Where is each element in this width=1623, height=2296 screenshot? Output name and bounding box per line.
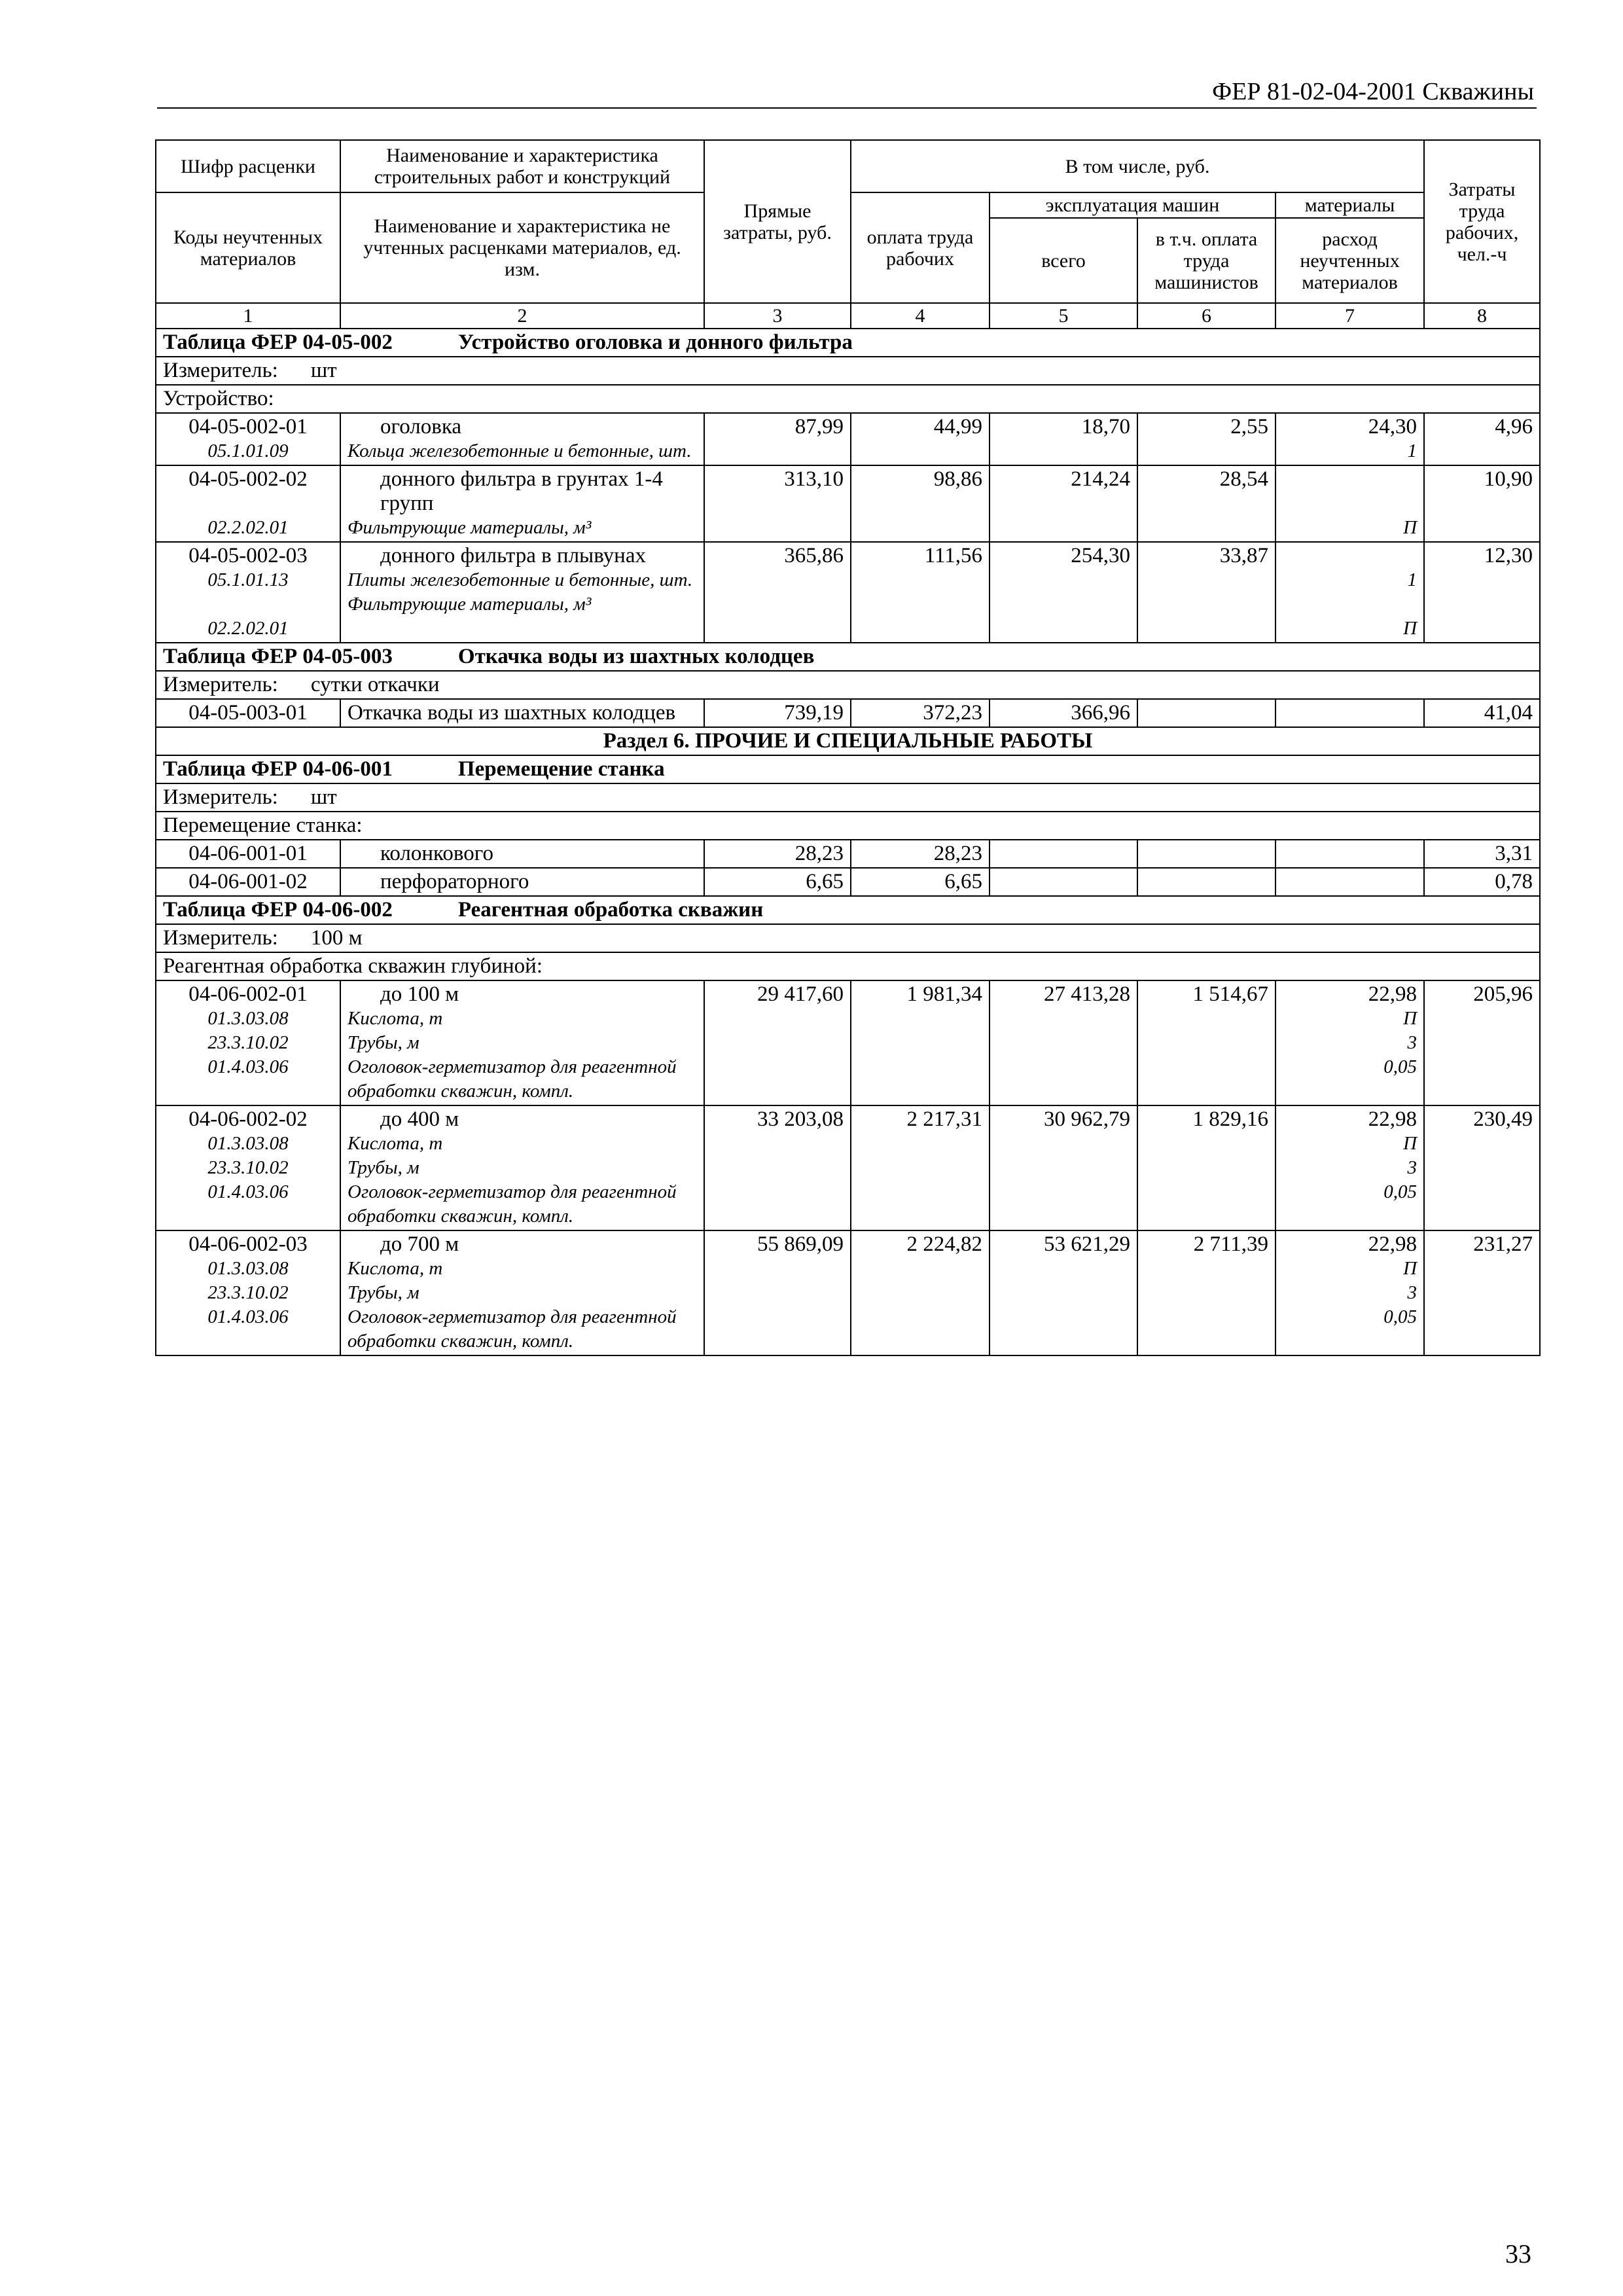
measure-row [156, 783, 1540, 812]
labor-hours: 10,90 [1424, 465, 1540, 542]
rate-code: 04-05-002-01 [188, 415, 308, 439]
measure-value: шт [310, 359, 337, 382]
labor-hours: 12,30 [1424, 542, 1540, 643]
material-code: 23.3.10.02 [207, 1032, 289, 1053]
work-name: оголовка [380, 415, 462, 439]
material-name: Оголовок-герметизатор для реагентной обработки скважин, компл. [348, 1056, 677, 1102]
section-title: Раздел 6. ПРОЧИЕ И СПЕЦИАЛЬНЫЕ РАБОТЫ [156, 727, 1540, 755]
material-qty: 1 [1407, 569, 1418, 590]
table-code: Таблица ФЕР 04-05-002 [163, 331, 393, 354]
direct-cost: 28,23 [704, 840, 851, 868]
work-name: до 700 м [380, 1232, 459, 1256]
table-title-row [156, 755, 1540, 783]
work-name: донного фильтра в плывунах [380, 544, 646, 567]
material-qty: 3 [1407, 1157, 1418, 1178]
direct-cost: 29 417,60 [704, 980, 851, 1105]
col-header-work-name: Наименование и характеристика строительных работ и конструкций [340, 140, 704, 192]
material-name: Трубы, м [348, 1157, 419, 1178]
direct-cost: 55 869,09 [704, 1230, 851, 1355]
labor-hours: 0,78 [1424, 868, 1540, 896]
work-name: до 100 м [380, 982, 459, 1006]
material-code: 01.4.03.06 [207, 1056, 289, 1077]
direct-cost: 739,19 [704, 699, 851, 727]
measure-label: Измеритель: [163, 785, 278, 809]
rates-table [155, 139, 1541, 1356]
col-header-machines-total: всего [990, 218, 1137, 303]
table-title: Перемещение станка [457, 757, 665, 781]
materials-cost: 22,98 [1368, 982, 1418, 1006]
group-label: Перемещение станка: [156, 812, 1540, 840]
material-qty: 0,05 [1383, 1181, 1418, 1202]
work-name: Откачка воды из шахтных колодцев [340, 699, 704, 727]
material-code: 01.4.03.06 [207, 1306, 289, 1327]
material-code: 01.4.03.06 [207, 1181, 289, 1202]
group-row [156, 812, 1540, 840]
measure-label: Измеритель: [163, 359, 278, 382]
document-header [157, 73, 1537, 109]
measure-row [156, 671, 1540, 699]
worker-pay: 111,56 [851, 542, 990, 643]
rate-code: 04-05-002-03 [188, 544, 308, 567]
rate-code: 04-06-001-01 [156, 840, 340, 868]
material-code: 02.2.02.01 [207, 618, 289, 639]
direct-cost: 87,99 [704, 413, 851, 465]
table-row [156, 868, 1540, 896]
measure-row [156, 357, 1540, 385]
rate-code: 04-05-002-02 [188, 467, 308, 491]
direct-cost: 33 203,08 [704, 1105, 851, 1230]
labor-hours: 3,31 [1424, 840, 1540, 868]
table-code: Таблица ФЕР 04-05-003 [163, 645, 393, 668]
machines-total: 254,30 [990, 542, 1137, 643]
col-header-including: В том числе, руб. [851, 140, 1424, 192]
col-header-rate-code: Шифр расценки [156, 140, 340, 192]
measure-value: 100 м [310, 926, 363, 950]
worker-pay: 98,86 [851, 465, 990, 542]
labor-hours: 41,04 [1424, 699, 1540, 727]
material-name: Кислота, т [348, 1133, 443, 1154]
machinist-pay: 2 711,39 [1137, 1230, 1275, 1355]
direct-cost: 365,86 [704, 542, 851, 643]
machines-total: 214,24 [990, 465, 1137, 542]
measure-row [156, 924, 1540, 952]
table-title-row [156, 896, 1540, 924]
table-code: Таблица ФЕР 04-06-002 [163, 898, 393, 922]
group-label: Реагентная обработка скважин глубиной: [156, 952, 1540, 980]
table-title-row [156, 329, 1540, 357]
machinist-pay: 33,87 [1137, 542, 1275, 643]
col-header-material-names: Наименование и характеристика не учтенных расценками материалов, ед. изм. [340, 192, 704, 303]
table-row [156, 1105, 1540, 1230]
machines-total: 53 621,29 [990, 1230, 1137, 1355]
worker-pay: 1 981,34 [851, 980, 990, 1105]
machines-total: 27 413,28 [990, 980, 1137, 1105]
table-title-row [156, 643, 1540, 671]
labor-hours: 230,49 [1424, 1105, 1540, 1230]
work-name: до 400 м [380, 1107, 459, 1131]
table-title: Реагентная обработка скважин [457, 898, 764, 922]
material-qty: 1 [1407, 440, 1418, 461]
group-row [156, 385, 1540, 413]
material-name: Оголовок-герметизатор для реагентной обработки скважин, компл. [348, 1306, 677, 1352]
col-header-direct-costs: Прямые затраты, руб. [704, 140, 851, 303]
labor-hours: 231,27 [1424, 1230, 1540, 1355]
material-qty: П [1403, 1133, 1418, 1154]
table-title: Откачка воды из шахтных колодцев [457, 645, 815, 668]
measure-label: Измеритель: [163, 673, 278, 696]
rate-code: 04-06-002-02 [188, 1107, 308, 1131]
col-header-materials: материалы [1275, 192, 1424, 218]
table-row [156, 980, 1540, 1105]
material-qty: П [1403, 1258, 1418, 1279]
table-row [156, 840, 1540, 868]
machinist-pay: 28,54 [1137, 465, 1275, 542]
direct-cost: 313,10 [704, 465, 851, 542]
machinist-pay: 1 514,67 [1137, 980, 1275, 1105]
material-code: 05.1.01.13 [207, 569, 289, 590]
material-code: 23.3.10.02 [207, 1157, 289, 1178]
machines-total: 18,70 [990, 413, 1137, 465]
col-header-labor-hours: Затраты труда рабочих, чел.-ч [1424, 140, 1540, 303]
material-name: Плиты железобетонные и бетонные, шт. [348, 569, 693, 590]
material-qty: 0,05 [1383, 1056, 1418, 1077]
material-code: 01.3.03.08 [207, 1008, 289, 1029]
table-row [156, 413, 1540, 465]
measure-value: сутки откачки [310, 673, 440, 696]
material-code: 01.3.03.08 [207, 1258, 289, 1279]
material-name: Кольца железобетонные и бетонные, шт. [348, 440, 692, 461]
table-row [156, 465, 1540, 542]
worker-pay: 2 217,31 [851, 1105, 990, 1230]
material-name: Трубы, м [348, 1282, 419, 1303]
rate-code: 04-06-001-02 [156, 868, 340, 896]
machines-total: 30 962,79 [990, 1105, 1137, 1230]
col-header-machines: эксплуатация машин [990, 192, 1275, 218]
rate-code: 04-05-003-01 [156, 699, 340, 727]
material-code: 05.1.01.09 [207, 440, 289, 461]
worker-pay: 372,23 [851, 699, 990, 727]
material-qty: П [1403, 618, 1418, 639]
worker-pay: 2 224,82 [851, 1230, 990, 1355]
table-title: Устройство оголовка и донного фильтра [457, 331, 853, 354]
worker-pay: 44,99 [851, 413, 990, 465]
material-qty: 3 [1407, 1282, 1418, 1303]
materials-cost: 22,98 [1368, 1232, 1418, 1256]
material-name: Фильтрующие материалы, м³ [348, 594, 592, 615]
column-numbers-row: 1 2 3 4 5 6 7 8 [156, 303, 1540, 329]
document-title: ФЕР 81-02-04-2001 Скважины [1212, 78, 1534, 105]
material-name: Кислота, т [348, 1008, 443, 1029]
direct-cost: 6,65 [704, 868, 851, 896]
col-header-unaccounted-materials: расход неучтенных материалов [1275, 218, 1424, 303]
work-name: перфораторного [380, 870, 529, 893]
machinist-pay: 2,55 [1137, 413, 1275, 465]
material-name: Кислота, т [348, 1258, 443, 1279]
table-row [156, 699, 1540, 727]
machinist-pay: 1 829,16 [1137, 1105, 1275, 1230]
materials-cost: 22,98 [1368, 1107, 1418, 1131]
table-row [156, 542, 1540, 643]
work-name: колонкового [380, 842, 493, 865]
labor-hours: 205,96 [1424, 980, 1540, 1105]
material-qty: П [1403, 517, 1418, 538]
rate-code: 04-06-002-01 [188, 982, 308, 1006]
col-header-material-codes: Коды неучтенных материалов [156, 192, 340, 303]
col-header-machinist-pay: в т.ч. оплата труда машинистов [1137, 218, 1275, 303]
group-label: Устройство: [156, 385, 1540, 413]
material-name: Оголовок-герметизатор для реагентной обработки скважин, компл. [348, 1181, 677, 1227]
col-header-worker-pay: оплата труда рабочих [851, 192, 990, 303]
rate-code: 04-06-002-03 [188, 1232, 308, 1256]
table-row [156, 1230, 1540, 1355]
group-row [156, 952, 1540, 980]
material-qty: П [1403, 1008, 1418, 1029]
material-qty: 3 [1407, 1032, 1418, 1053]
material-name: Фильтрующие материалы, м³ [348, 517, 592, 538]
material-code: 23.3.10.02 [207, 1282, 289, 1303]
work-name: донного фильтра в грунтах 1-4 групп [380, 467, 663, 515]
material-name: Трубы, м [348, 1032, 419, 1053]
table-code: Таблица ФЕР 04-06-001 [163, 757, 393, 781]
worker-pay: 28,23 [851, 840, 990, 868]
material-code: 01.3.03.08 [207, 1133, 289, 1154]
material-qty: 0,05 [1383, 1306, 1418, 1327]
page-number: 33 [1505, 2239, 1531, 2269]
materials-cost: 24,30 [1368, 415, 1418, 439]
measure-label: Измеритель: [163, 926, 278, 950]
material-code: 02.2.02.01 [207, 517, 289, 538]
machines-total: 366,96 [990, 699, 1137, 727]
measure-value: шт [310, 785, 337, 809]
section-row [156, 727, 1540, 755]
labor-hours: 4,96 [1424, 413, 1540, 465]
worker-pay: 6,65 [851, 868, 990, 896]
